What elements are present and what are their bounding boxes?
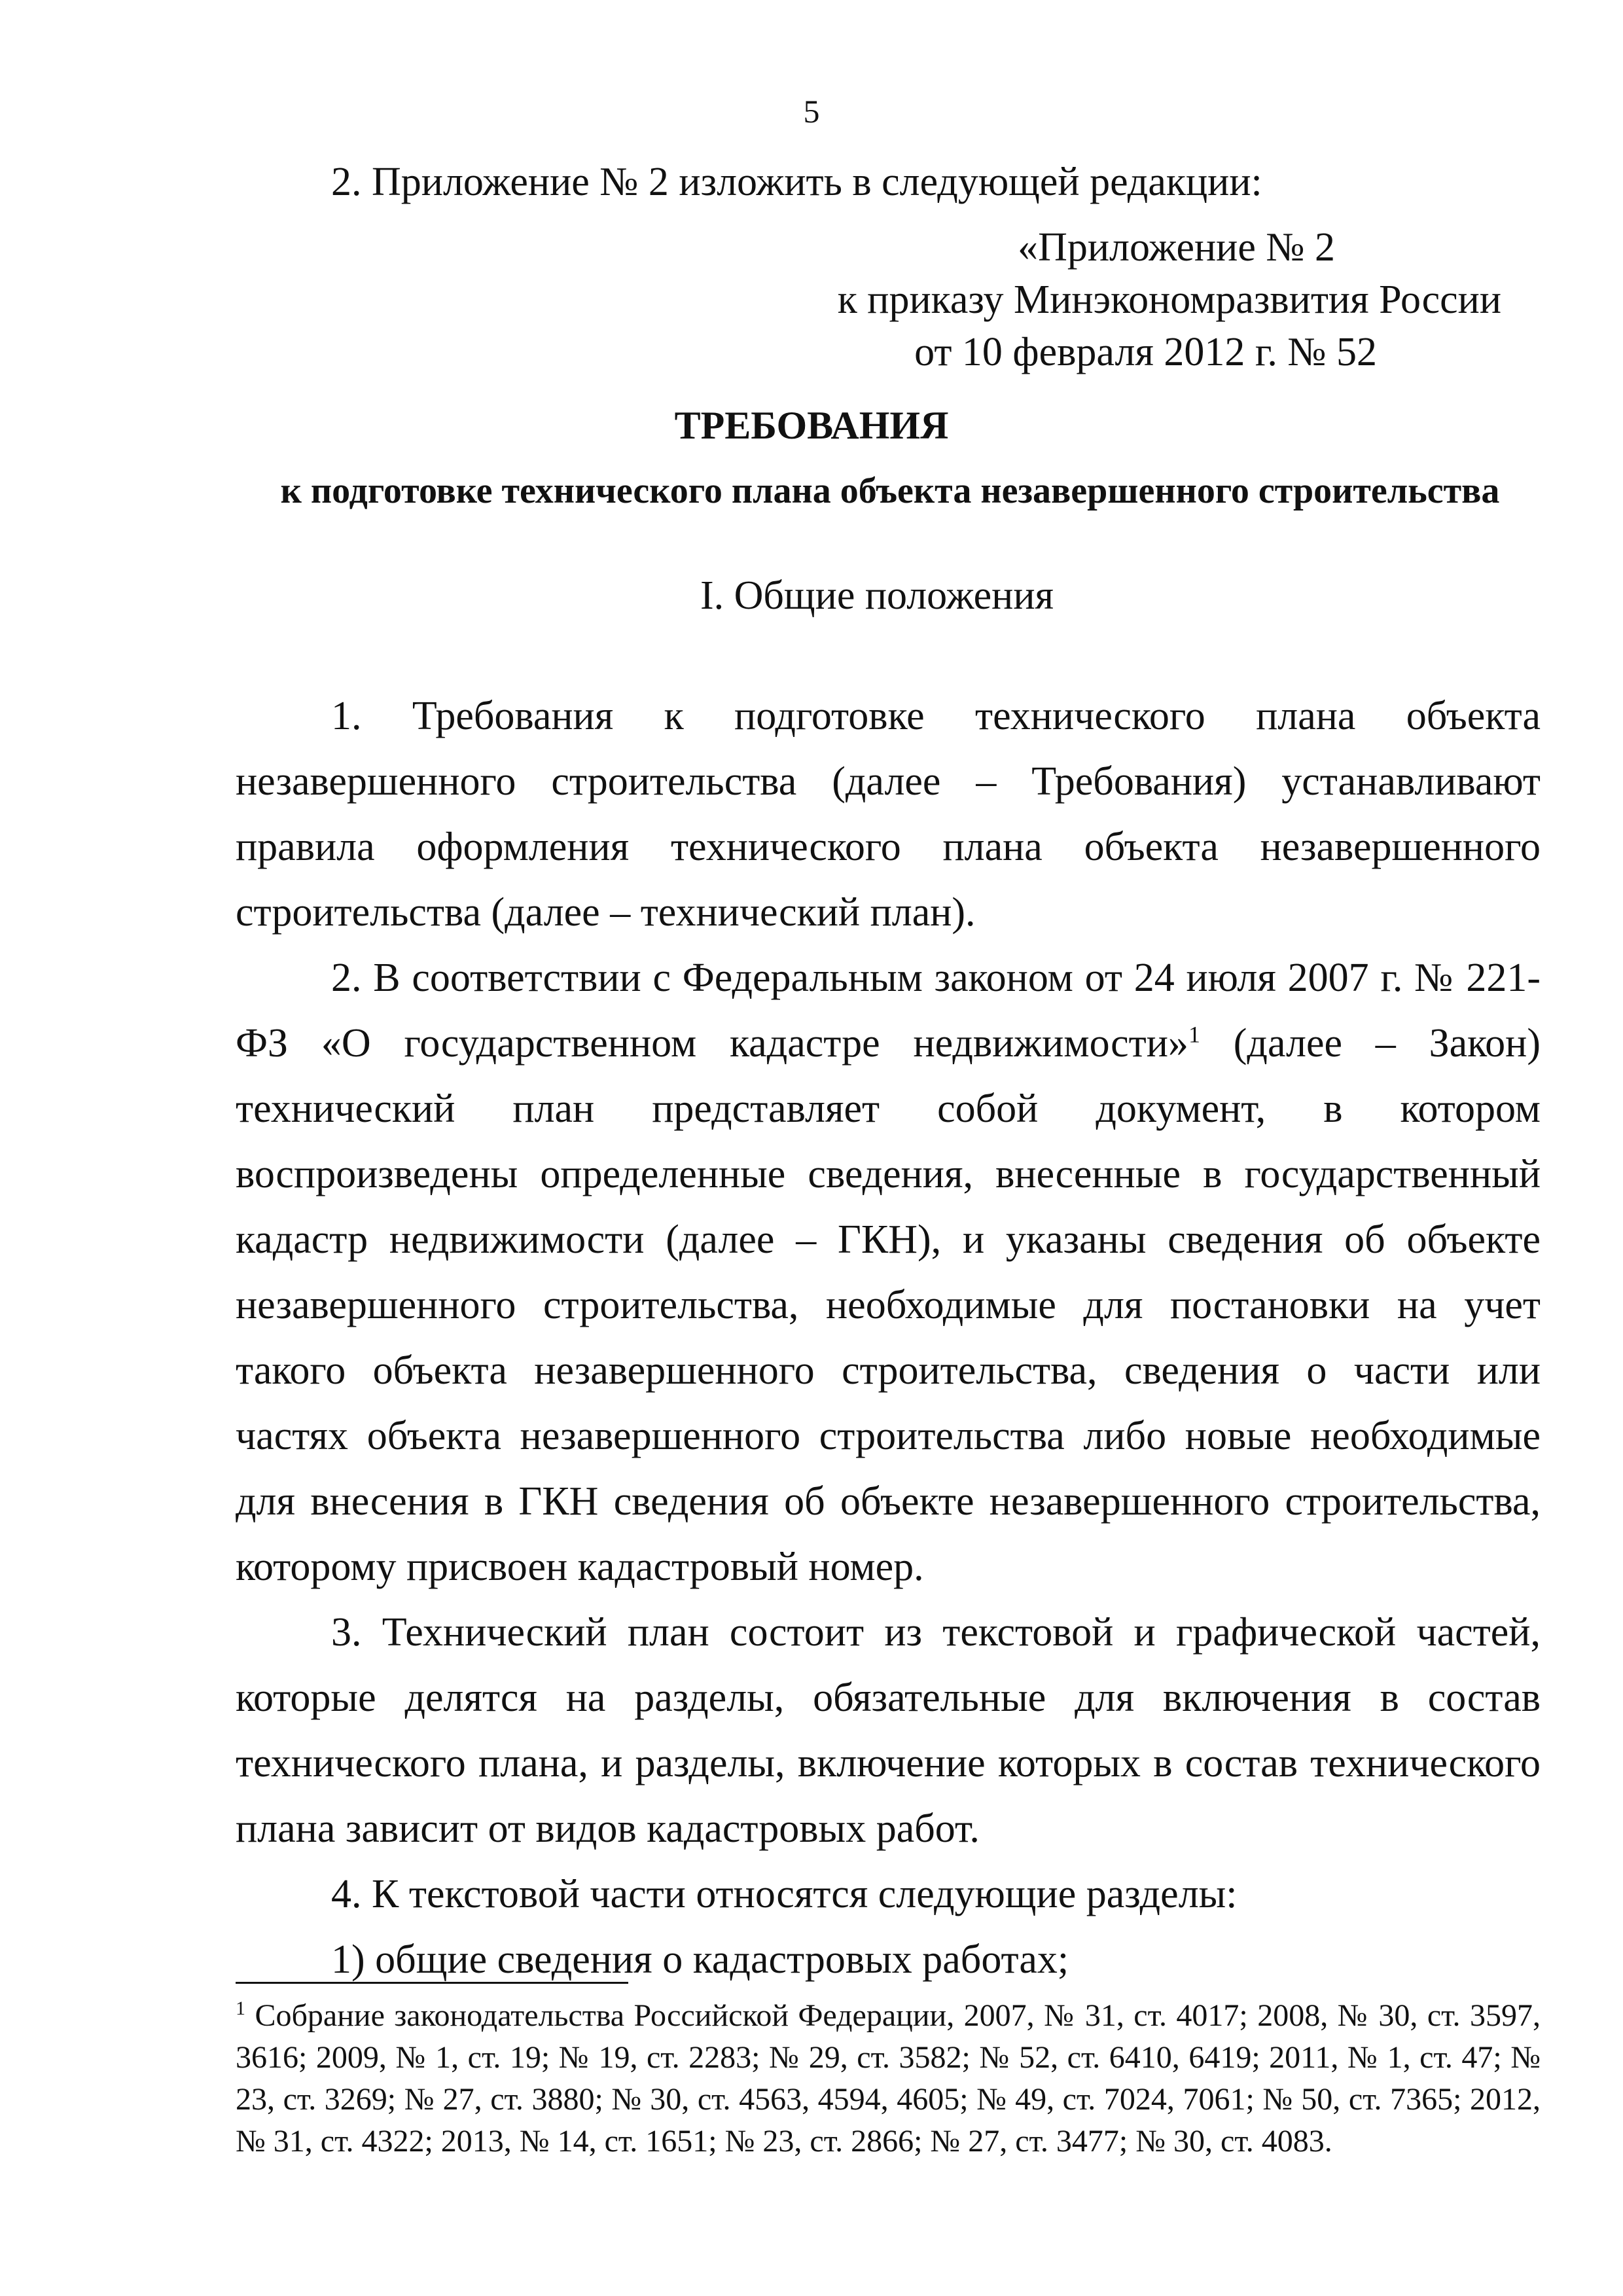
approval-line-3: от 10 февраля 2012 г. № 52 xyxy=(914,330,1377,374)
section-heading: I. Общие положения xyxy=(700,573,1054,618)
paragraph-4: 4. К текстовой части относятся следующие разделы: xyxy=(331,1872,1238,1916)
paragraph-5: 1) общие сведения о кадастровых работах; xyxy=(331,1937,1069,1982)
footnote-divider xyxy=(236,1982,628,1984)
footnote-text: Собрание законодательства Российской Федерации, 2007, № 31, ст. 4017; 2008, № 30, ст. 3597, 3616; 2009, № 1, ст. 19; № 19, ст. 2283; № 29, ст. 3582; № 52, ст. 6410, 6419; 2011, № 1, ст. 47; № 23, ст. 3269; № 27, ст. 3880; № 30, ст. 4563, 4594, 4605; № 49, ст. 7024, 7061; № 50, ст. 7365; 2012, № 31, ст. 4322; 2013, № 14, ст. 1651; № 23, ст. 2866; № 27, ст. 3477; № 30, ст. 4083. xyxy=(236,1998,1541,2159)
paragraph-2 xyxy=(236,945,1541,1600)
footnote-reference: 1 xyxy=(1188,1021,1200,1048)
approval-line-2: к приказу Минэкономразвития России xyxy=(837,278,1501,322)
paragraph-2-text-before: 2. В соответствии с Федеральным законом от 24 июля 2007 г. № 221-ФЗ «О государственном кадастре недвижимости» xyxy=(236,956,1541,1066)
approval-line-1: «Приложение № 2 xyxy=(1018,225,1335,270)
paragraph-3: 3. Технический план состоит из текстовой и графической частей, которые делятся на разделы, обязательные для включения в состав технического плана, и разделы, включение которых в состав технического плана зависит от видов кадастровых работ. xyxy=(236,1610,1541,1851)
footnote-marker: 1 xyxy=(236,1998,245,2019)
footnote xyxy=(236,1995,1541,2162)
document-body xyxy=(236,683,1541,1992)
intro-line: 2. Приложение № 2 изложить в следующей редакции: xyxy=(331,160,1262,204)
paragraph-1: 1. Требования к подготовке технического плана объекта незавершенного строительства (далее – Требования) устанавливают правила оформления технического плана объекта незавершенного строительства (далее – технический план). xyxy=(236,694,1541,935)
document-subtitle: к подготовке технического плана объекта незавершенного строительства xyxy=(280,471,1500,511)
page-number: 5 xyxy=(803,93,820,130)
document-title: ТРЕБОВАНИЯ xyxy=(674,404,949,447)
approval-block xyxy=(838,221,1501,378)
paragraph-2-text-after: (далее – Закон) технический план представляет собой документ, в котором воспроизведены определенные сведения, внесенные в государственный кадастр недвижимости (далее – ГКН), и указаны сведения об объекте незавершенного строительства, необходимые для постановки на учет такого объекта незавершенного строительства, сведения о части или частях объекта незавершенного строительства либо новые необходимые для внесения в ГКН сведения об объекте незавершенного строительства, которому присвоен кадастровый номер. xyxy=(236,1021,1541,1589)
